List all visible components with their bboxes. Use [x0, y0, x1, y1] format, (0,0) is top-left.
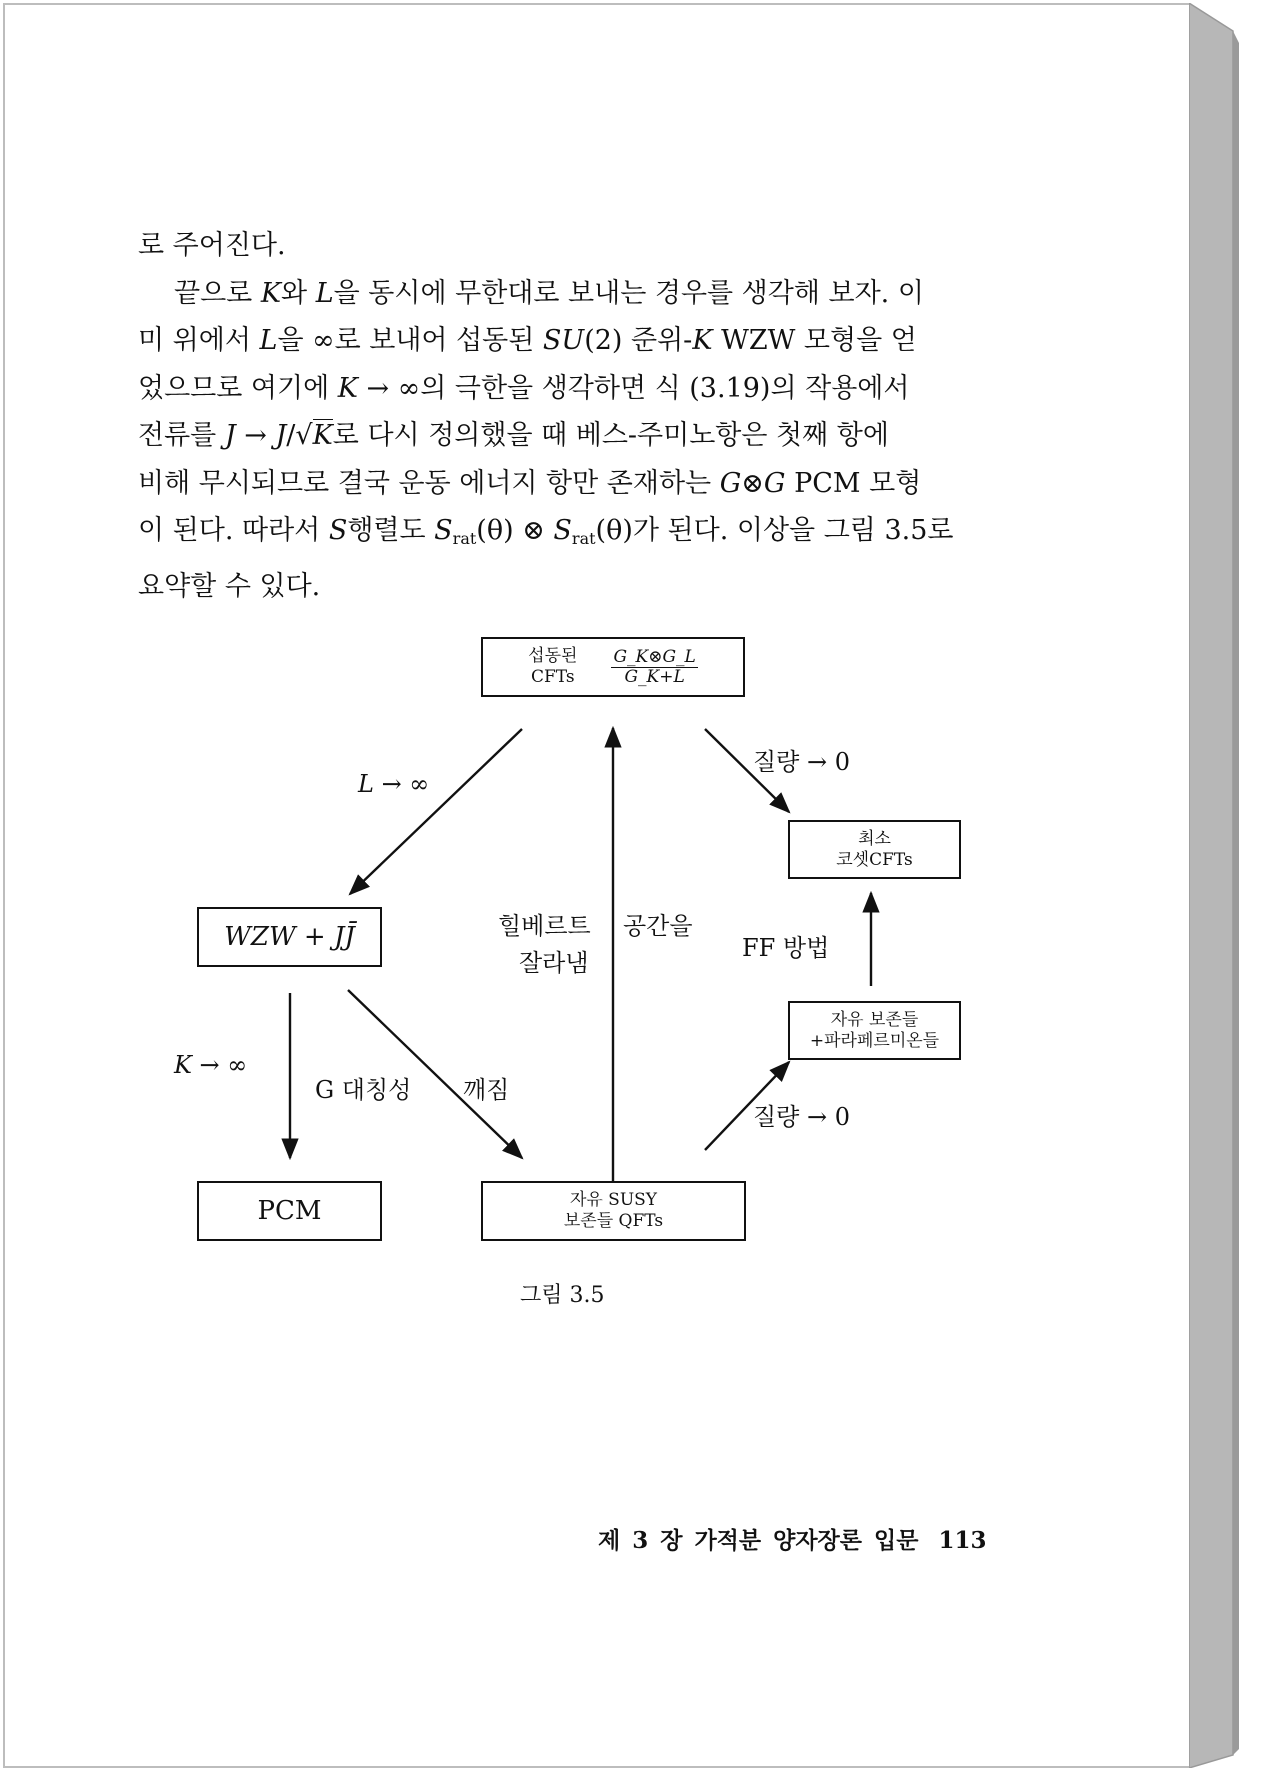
figure-caption: 그림 3.5	[520, 1283, 605, 1308]
label-ff-method: FF 방법	[742, 934, 830, 962]
paragraph-line: 로 주어진다.	[138, 230, 286, 261]
paragraph-line: 었으므로 여기에 K → ∞의 극한을 생각하면 식 (3.19)의 작용에서	[138, 372, 910, 404]
paragraph-line: 비해 무시되므로 결국 운동 에너지 항만 존재하는 G⊗G PCM 모형	[138, 467, 922, 499]
label-mass-top: 질량 → 0	[753, 748, 851, 776]
paragraph-line: 전류를 J → J/√K로 다시 정의했을 때 베스-주미노항은 첫째 항에	[138, 420, 889, 451]
label-K-limit: K → ∞	[174, 1051, 248, 1079]
box-perturbed-cfts: 섭동된 CFTs $\frac{G\_K\otimes G\_L}{G\_K+L}$	[481, 637, 745, 697]
page-footer	[598, 1522, 986, 1555]
box-pcm: PCM	[197, 1181, 382, 1241]
label-mass-bottom: 질량 → 0	[753, 1103, 851, 1131]
label-space: 공간을	[623, 912, 693, 940]
paragraph-line: 미 위에서 L을 ∞로 보내어 섭동된 SU(2) 준위-K WZW 모형을 얻	[138, 325, 917, 356]
coset-fraction: $\frac{G\_K\otimes G\_L}{G\_K+L}$	[613, 646, 696, 687]
box-wzw: WZW + JJ̄	[197, 907, 382, 967]
arrow-top-to-wzw	[350, 729, 522, 894]
page-number: 113	[938, 1527, 987, 1554]
paragraph-line: 요약할 수 있다.	[138, 570, 321, 602]
chapter-title: 제 3 장 가적분 양자장론 입문	[598, 1527, 919, 1554]
paragraph-line: 끝으로 K와 L을 동시에 무한대로 보내는 경우를 생각해 보자. 이	[174, 277, 924, 309]
label-L-limit: L → ∞	[358, 770, 430, 798]
box-minimal-coset: 최소 코셋CFTs	[788, 820, 961, 879]
label-truncation: 잘라냄	[519, 949, 589, 977]
label-hilbert: 힐베르트	[498, 912, 591, 940]
paragraph-line: 이 된다. 따라서 S행렬도 $S_{rat}(\theta)$ ⊗ $S_{rat}(\theta)$가 된다. 이상을 그림 3.5로	[138, 515, 954, 548]
label-breaking: 깨짐	[463, 1076, 510, 1104]
box-free-susy: 자유 SUSY 보존들 QFTs	[481, 1181, 746, 1241]
box-free-bosons: 자유 보존들 +파라페르미온들	[788, 1001, 961, 1060]
label-g-symmetry: G 대칭성	[315, 1076, 412, 1104]
